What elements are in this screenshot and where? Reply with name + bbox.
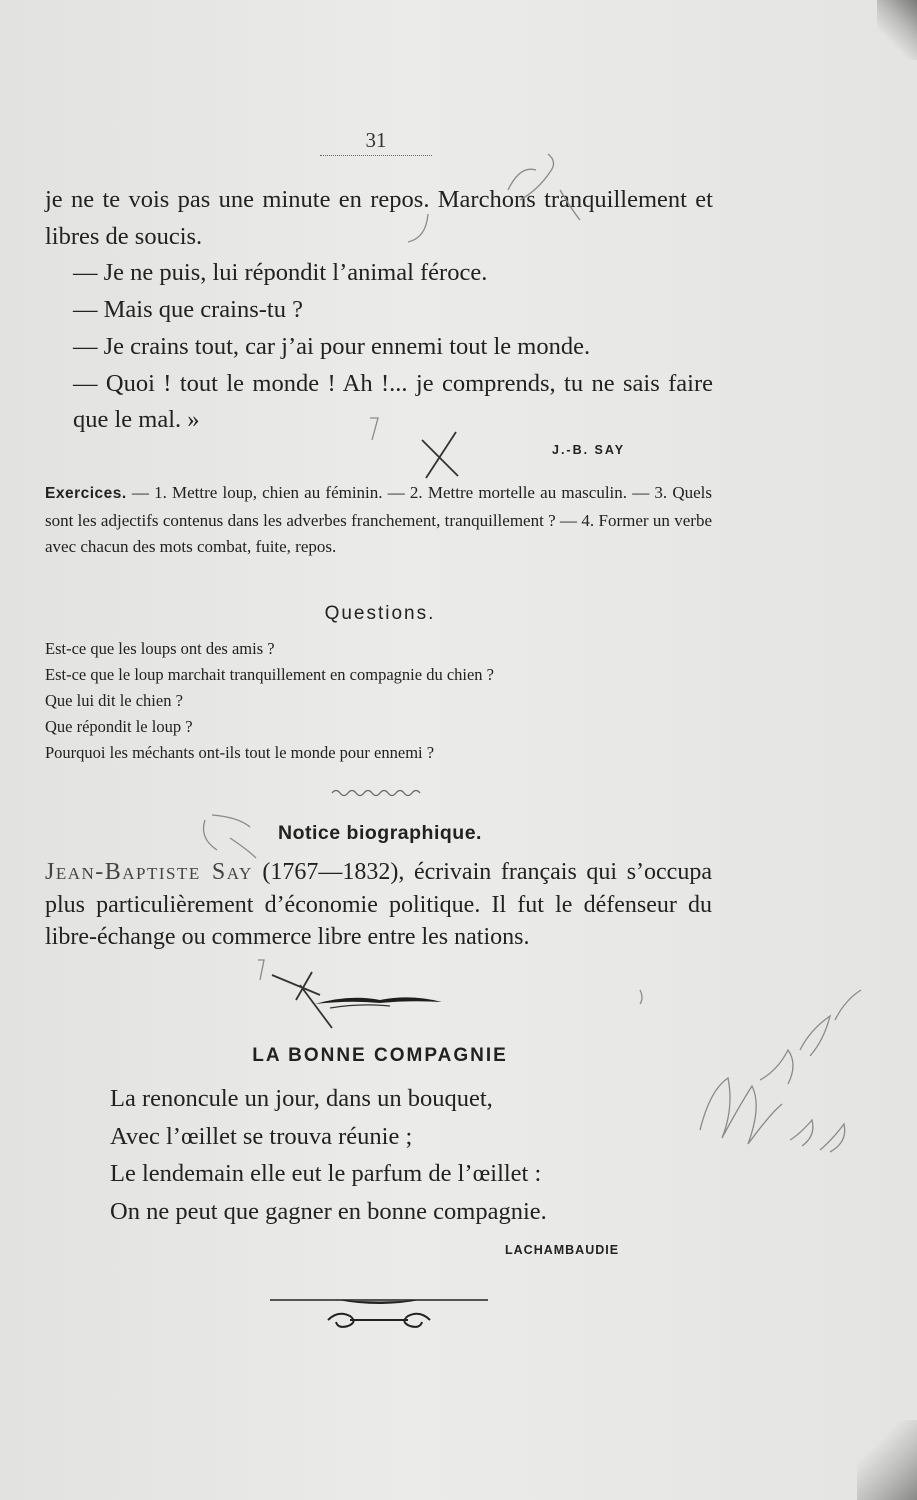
poem-line: Le lendemain elle eut le parfum de l’œillet : [110,1160,542,1187]
story-line: — Quoi ! tout le monde ! Ah !... je comprends, tu ne sais faire que le mal. » [73,369,713,434]
notice-text: (1767—1832), écrivain français qui s’occupa plus particulièrement d’économie politique. Il fut le défenseur du libre-échange ou commerce libre entre les nations. [45,859,712,950]
question-item: Pourquoi les méchants ont-ils tout le monde pour ennemi ? [45,743,435,762]
story-line: je ne te vois pas une minute en repos. Marchons tranquillement et libres de soucis. [45,186,713,250]
question-item: Que lui dit le chien ? [45,691,183,710]
story-line: — Mais que crains-tu ? [73,296,303,324]
poem-title: LA BONNE COMPAGNIE [252,1045,508,1066]
exercises-label: Exercices. [45,485,127,502]
exercises-text: — 1. Mettre loup, chien au féminin. — 2. Mettre mortelle au masculin. — 3. Quels sont les adjectifs contenus dans les adverbes franchement, tranquillement ? — 4. Former un verbe avec chacun des mots combat, fuite, repos. [45,483,712,556]
story-line: — Je ne puis, lui répondit l’animal féroce. [73,259,488,287]
page-number: 31 [365,128,387,152]
poem-author: LACHAMBAUDIE [505,1243,620,1257]
story-attribution: J.-B. SAY [552,443,626,457]
poem-line: La renoncule un jour, dans un bouquet, [110,1085,493,1112]
poem-line: On ne peut que gagner en bonne compagnie. [110,1197,547,1225]
notice-title: Notice biographique. [278,822,482,844]
question-item: Est-ce que le loup marchait tranquillement en compagnie du chien ? [45,665,494,684]
story-line: — Je crains tout, car j’ai pour ennemi tout le monde. [73,332,591,360]
question-item: Que répondit le loup ? [45,717,193,736]
notice-name: Jean-Baptiste Say [45,859,253,885]
poem-line: Avec l’œillet se trouva réunie ; [110,1122,413,1150]
questions-title: Questions. [324,603,436,624]
question-item: Est-ce que les loups ont des amis ? [45,639,275,658]
